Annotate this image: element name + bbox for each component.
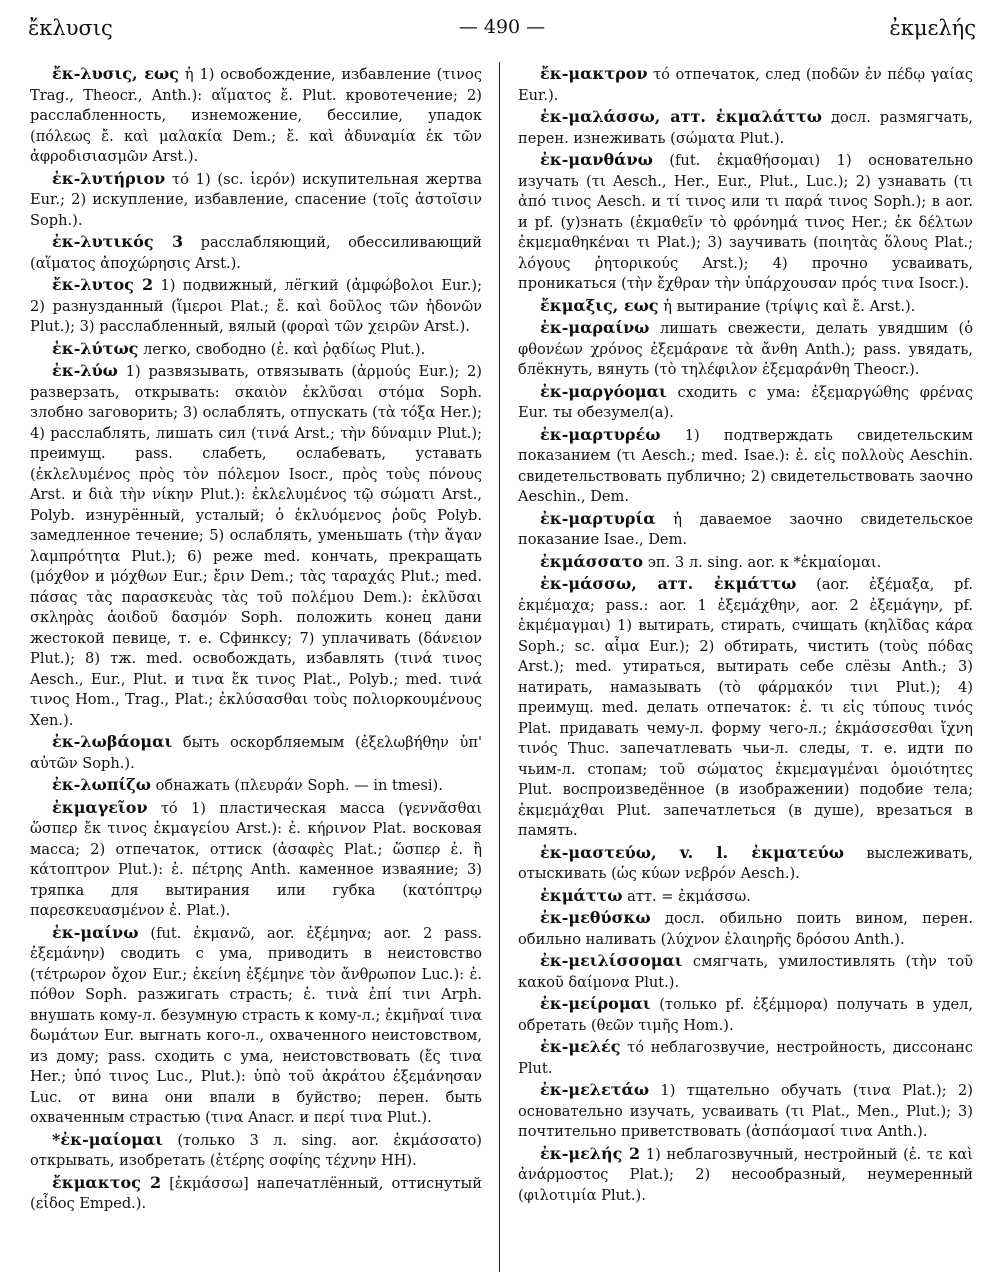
- entry-headword: ἐκ-μείρομαι: [540, 994, 651, 1013]
- dictionary-entry: [518, 425, 973, 508]
- running-head-right: ἐκμελής: [889, 16, 976, 40]
- dictionary-entry: [30, 339, 482, 361]
- entry-definition: досл. обильно поить вином, перен. обильно наливать (λύχνον ἐλαιηρῆς δρόσου Anth.).: [518, 910, 973, 948]
- entry-definition: τό 1) пластическая масса (γεννᾶσθαι ὥσπερ ἔκ τινος ἐκμαγείου Arst.): ἐ. κήρινον Plat. восковая масса; 2) отпечаток, оттиск (ἀσαφὲς Plat.; ὥσπερ ἐ. ἢ κάτοπτρον Plut.): ἐ. πέτρης Anth. каменное изваяние; 3) тряпка для вытирания или губка (κατόπτρῳ παρεσκευασμένον ἐ. Plat.).: [30, 799, 482, 919]
- entry-definition: (только pf. ἐξέμμορα) получать в удел, обретать (θεῶν τιμῆς Hom.).: [518, 996, 973, 1034]
- entry-definition: лишать свежести, делать увядшим (ὁ φθονέων χρόνος ἐξεμάρανε τὰ ἄνθη Anth.); pass. увядать, блёкнуть, вянуть (τὸ τηλέφιλον ἐξεμαράνθη Theocr.).: [518, 320, 973, 378]
- entry-headword: ἐκ-μανθάνω: [540, 150, 653, 169]
- dictionary-entry: [518, 107, 973, 149]
- entry-definition: 1) подвижный, лёгкий (ἀμφώβολοι Eur.); 2) разнузданный (ἵμεροι Plat.; ἔ. καὶ δοῦλος τῶν ἡδονῶν Plut.); 3) расслабленный, вялый (φοραὶ τῶν χειρῶν Arst.).: [30, 277, 482, 335]
- column-divider: [499, 62, 500, 1272]
- entry-headword: ἐκ-μαστεύω, v. l. ἐκματεύω: [540, 842, 844, 862]
- entry-definition: [ἐκμάσσω] напечатлённый, оттиснутый (εἶδος Emped.).: [30, 1174, 483, 1212]
- right-column: [518, 64, 973, 1207]
- entry-headword: ἐκμαγεῖον: [52, 797, 148, 817]
- entry-headword: ἐκ-μεθύσκω: [540, 908, 651, 927]
- entry-headword: ἐκ-μειλίσσομαι: [540, 951, 683, 970]
- entry-definition: эп. 3 л. sing. aor. к *ἐκμαίομαι.: [647, 553, 882, 571]
- dictionary-entry: [518, 296, 973, 318]
- dictionary-entry: [30, 275, 482, 338]
- entry-headword: ἔκμακτος 2: [52, 1172, 162, 1192]
- entry-definition: атт. = ἐκμάσσω.: [627, 887, 751, 905]
- entry-headword: ἐκ-λύτως: [52, 338, 139, 358]
- entry-headword: ἐκμάττω: [540, 885, 623, 905]
- entry-definition: расслабляющий, обессиливающий (αἵματος ἀποχώρησις Arst.).: [30, 234, 483, 272]
- entry-headword: ἔκ-λυτος 2: [52, 275, 154, 294]
- dictionary-entry: [30, 1173, 482, 1215]
- dictionary-entry: [30, 1130, 482, 1172]
- entry-definition: 1) тщательно обучать (τινα Plat.); 2) основательно изучать, усваивать (τι Plat., Men., Plut.); 3) почтительно приветствовать (ἀσπάσμασί τινα Anth.).: [518, 1082, 973, 1140]
- dictionary-entry: [30, 361, 482, 731]
- entry-headword: ἔκ-λυσις, εως: [52, 64, 180, 83]
- entry-definition: обнажать (πλευράν Soph. — in tmesi).: [155, 777, 443, 794]
- entry-definition: сходить с ума: ἐξεμαργώθης φρένας Eur. ты обезумел(а).: [518, 383, 974, 421]
- entry-definition: τό неблагозвучие, нестройность, диссонанс Plut.: [518, 1039, 974, 1077]
- dictionary-entry: [518, 843, 973, 885]
- left-column: [30, 64, 482, 1216]
- entry-definition: τό отпечаток, след (ποδῶν ἐν πέδῳ γαίας Eur.).: [518, 66, 973, 104]
- dictionary-entry: [30, 232, 482, 274]
- entry-definition: τό 1) (sc. ἱερόν) искупительная жертва Eur.; 2) искупление, избавление, спасение (τοῖς ἀστοῖσιν Soph.).: [30, 170, 483, 229]
- entry-headword: ἐκ-μαρτυρία: [540, 508, 656, 528]
- entry-headword: ἔκμαξις, εως: [540, 295, 659, 315]
- dictionary-entry: [30, 798, 482, 922]
- dictionary-entry: [30, 732, 482, 774]
- entry-definition: досл. размягчать, перен. изнеживать (σώματα Plut.).: [518, 109, 973, 147]
- entry-headword: ἐκ-μάσσω, атт. ἐκμάττω: [540, 574, 797, 593]
- entry-headword: ἐκ-μαλάσσω, атт. ἐκμαλάττω: [540, 107, 822, 126]
- entry-headword: ἐκ-μαίνω: [52, 922, 139, 942]
- dictionary-entry: [518, 552, 973, 574]
- dictionary-entry: [518, 382, 973, 424]
- dictionary-entry: [518, 574, 973, 842]
- entry-definition: (fut. ἐκμανῶ, aor. ἐξέμηνα; aor. 2 pass. ἐξεμάνην) сводить с ума, приводить в неистовство (τέτρωρον ὄχον Eur.; ἐκείνη ἐξέμηνε τὸν ἄνθρωπον Luc.): ἐ. πόθον Soph. разжигать страсть; ἐ. τινὰ ἐπί τινι Arph. внушать кому-л. безумную страсть к кому-л.; ἐκμῆναί τινα δωμάτων Eur. выгнать кого-л., охваченного неистовством, из дому; pass. сходить с ума, неистовствовать (ἔς τινα Her.; ὑπό τινος Luc., Plut.): ὑπὸ τοῦ ἀκράτου ἐξεμάνησαν Luc. от вина они впали в буйство; перен. быть охваченным страстью (τινα Anacr. и περί τινα Plut.).: [30, 924, 483, 1126]
- dictionary-entry: [518, 150, 973, 295]
- entry-definition: ἡ даваемое заочно свидетельское показание Isae., Dem.: [518, 510, 973, 548]
- entry-definition: ἡ вытирание (τρίψις καὶ ἔ. Arst.).: [663, 297, 916, 315]
- entry-definition: (aor. ἐξέμαξα, pf. ἐκμέμαχα; pass.: aor. 1 ἐξεμάχθην, aor. 2 ἐξεμάγην, pf. ἐκμέμαγμαι) 1) вытирать, стирать, счищать (κηλῖδας κάρα Soph.; sc. αἷμα Eur.); 2) обтирать, чистить (τοὺς πόδας Arst.); med. утираться, вытирать себе слёзы Anth.; 3) натирать, намазывать (τὸ φάρμακόν τινι Plut.); 4) преимущ. med. делать отпечаток: ἐ. τι εἰς τύπους τινός Plat. придавать чему-л. форму чего-л.; ἐκμάσσεσθαι ἴχνη τινός Thuc. запечатлевать чьи-л. следы, т. е. идти по чьим-л. стопам; τοῦ σώματος ἐκμεμαγμέναι ὁμοιότητες Plut. воспроизведённое (в изображении) подобие тела; ἐκμεμάχθαι Plut. запечатлеться (в душе), врезаться в память.: [518, 576, 973, 839]
- dictionary-entry: [30, 775, 482, 797]
- dictionary-entry: [518, 509, 973, 551]
- entry-definition: (fut. ἐκμαθήσομαι) 1) основательно изучать (τι Aesch., Her., Eur., Plut., Luc.); 2) узнавать (τι ἀπό τινος Aesch. и τί τινος или τι παρά τινος Soph.); в aor. и pf. (у)знать (ἐκμαθεῖν τὸ φρόνημά τινος Her.; ἐκ δέλτων ἐκμεμαθηκέναι τι Plat.); 3) заучивать (ποιητὰς ὅλους Plat.; λόγους ῥητορικούς Arst.); 4) прочно усваивать, проникаться (τὴν ἔχθραν τὴν ὑπάρχουσαν πρός τινα Isocr.).: [518, 152, 973, 292]
- entry-definition: легко, свободно (ἐ. καὶ ῥᾳδίως Plut.).: [143, 340, 426, 358]
- dictionary-entry: [518, 951, 973, 993]
- dictionary-entry: [518, 1037, 973, 1079]
- dictionary-entry: [518, 318, 973, 381]
- dictionary-entry: [30, 169, 482, 232]
- entry-headword: ἐκ-λωβάομαι: [52, 732, 173, 751]
- entry-headword: ἐκμάσσατο: [540, 551, 644, 571]
- dictionary-entry: [518, 994, 973, 1036]
- dictionary-entry: [518, 886, 973, 908]
- entry-definition: ἡ 1) освобождение, избавление (τινος Trag., Theocr., Anth.): αἵματος ἔ. Plut. кровотечение; 2) расслабленность, изнеможение, бессилие, упадок (πόλεως ἔ. καὶ μαλακία Dem.; ἔ. καὶ ἀδυναμία ἐκ τῶν ἀφροδισιασμῶν Arst.).: [30, 66, 483, 165]
- entry-definition: 1) развязывать, отвязывать (ἁρμούς Eur.); 2) разверзать, открывать: σκαιὸν ἐκλῦσαι στόμα Soph. злобно заговорить; 3) ослаблять, отпускать (τὰ τόξα Her.); 4) расслаблять, лишать сил (τινά Arst.; τὴν δύναμιν Plut.); преимущ. pass. слабеть, ослабевать, уставать (ἐκλελυμένος πρὸς τὸν πόλεμον Isocr., πρὸς τοὺς πόνους Arst. и διὰ τὴν νίκην Plut.): ἐκλελυμένος τῷ σώματι Arst., Polyb. изнурённый, усталый; ὁ ἐκλυόμενος ῥοῦς Polyb. замедленное течение; 5) ослаблять, уменьшать (τὴν ἄγαν λαμπρότητα Plut.); 6) реже med. кончать, прекращать (μόχθον и μόχθων Eur.; ἔριν Dem.; τὰς ταραχάς Plut.; med. πάσας τὰς παρασκευὰς τὰς τοῦ πολέμου Dem.): ἐκλῦσαι σκληρὰς ἀοιδοῦ δασμόν Soph. положить конец дани жестокой певице, т. е. Сфинксу; 7) уплачивать (δάνειον Plut.); 8) тж. med. освобождать, избавлять (τινά τινος Aesch., Eur., Plut. и τινα ἔκ τινος Plat., Polyb.; med. τινά τινος Hom., Trag., Plat.; ἐκλύσασθαι τοὺς πολιορκουμένους Xen.).: [30, 363, 483, 729]
- entry-definition: смягчать, умилостивлять (τὴν τοῦ κακοῦ δαίμονα Plut.).: [518, 953, 973, 991]
- dictionary-entry: [518, 1080, 973, 1143]
- entry-headword: ἐκ-λύω: [52, 361, 118, 380]
- entry-definition: 1) подтверждать свидетельским показанием (τι Aesch.; med. Isae.): ἐ. εἰς πολλοὺς Aeschin. свидетельствовать публично; 2) свидетельствовать заочно Aeschin., Dem.: [518, 426, 973, 505]
- entry-headword: ἐκ-λυτήριον: [52, 168, 166, 188]
- dictionary-entry: [30, 64, 482, 168]
- entry-definition: (только 3 л. sing. aor. ἐκμάσσατο) открывать, изобретать (ἑτέρης σοφίης τέχνην HH).: [30, 1131, 482, 1169]
- entry-definition: быть оскорбляемым (ἐξελωβήθην ὑπ' αὐτῶν Soph.).: [30, 734, 483, 772]
- dictionary-entry: [30, 923, 482, 1129]
- running-head-left: ἔκλυσις: [28, 16, 113, 40]
- entry-headword: ἐκ-μαργόομαι: [540, 381, 667, 401]
- entry-headword: ἐκ-μαραίνω: [540, 318, 650, 337]
- entry-headword: ἔκ-μακτρον: [540, 64, 648, 83]
- entry-headword: ἐκ-λωπίζω: [52, 775, 151, 794]
- dictionary-entry: [518, 64, 973, 106]
- entry-definition: 1) неблагозвучный, нестройный (ἐ. τε καὶ ἀνάρμοστος Plat.); 2) несообразный, неумеренный (φιλοτιμία Plut.).: [518, 1145, 974, 1204]
- entry-headword: ἐκ-μελετάω: [540, 1080, 650, 1099]
- entry-headword: ἐκ-μαρτυρέω: [540, 424, 661, 444]
- entry-headword: ἐκ-λυτικός 3: [52, 232, 184, 251]
- dictionary-entry: [518, 908, 973, 950]
- page-number: — 490 —: [458, 16, 546, 38]
- entry-headword: *ἐκ-μαίομαι: [52, 1129, 163, 1149]
- entry-headword: ἐκ-μελής 2: [540, 1143, 641, 1163]
- entry-headword: ἐκ-μελές: [540, 1037, 621, 1056]
- page-header: [28, 14, 976, 48]
- entry-definition: выслеживать, отыскивать (ὡς κύων νεβρόν Aesch.).: [518, 844, 974, 882]
- dictionary-entry: [518, 1144, 973, 1207]
